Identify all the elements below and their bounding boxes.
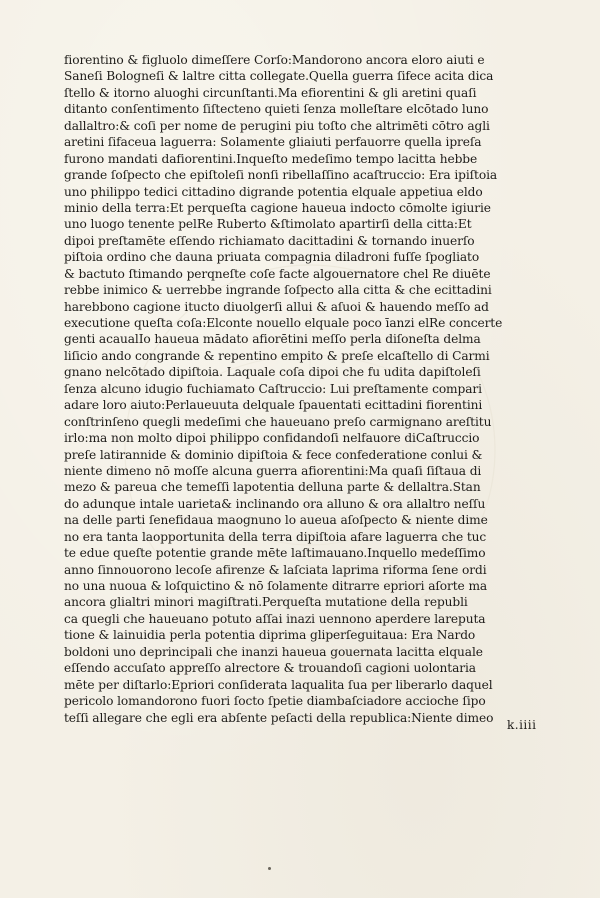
text-line: Saneſi Bologneſi & laltre citta collegate.Quella guerra ſifece acita dica	[64, 69, 494, 84]
text-line: conſtrinſeno quegli medeſimi che haueuano preſo carmignano areſtitu	[64, 414, 492, 429]
text-line: ſtello & itorno aluoghi circunſtanti.Ma efiorentini & gli aretini quaſi	[64, 85, 477, 100]
text-line: adare loro aiuto:Perlaueuuta delquale ſpauentati ecittadini fiorentini	[64, 398, 483, 413]
text-line: boldoni uno deprincipali che inanzi haueua gouernata lacitta elquale	[64, 644, 483, 659]
text-line: harebbono cagione itucto diuolgerſi allui & aſuoi & hauendo meſſo ad	[64, 299, 489, 314]
text-line: grande ſoſpecto che epiſtoleſi nonſi ribellaſſino acaſtruccio: Era ipiſtoia	[64, 168, 498, 183]
text-line: eſſendo accuſato appreſſo alrectore & trouandoſi cagioni uolontaria	[64, 661, 476, 676]
text-line: mēte per diſtarlo:Epriori conſiderata laqualita ſua per liberarlo daquel	[64, 677, 493, 692]
text-line: ca quegli che haueuano potuto aſſai inazi uennono aperdere lareputa	[64, 611, 486, 626]
text-line: mezo & pareua che temeſſi lapotentia delluna parte & dellaltra.Stan	[64, 480, 481, 495]
text-line: te edue queſte potentie grande mēte laſtimauano.Inquello medeſſimo	[64, 546, 486, 561]
text-line: fiorentino & figluolo dimeſſere Corſo:Mandorono ancora eloro aiuti e	[64, 53, 485, 67]
text-line: no era tanta laopportunita della terra dipiſtoia afare laguerra che tuc	[64, 529, 487, 544]
signature-mark: k.iiii	[507, 718, 537, 732]
text-line: uno philippo tedici cittadino digrande potentia elquale appetiua eldo	[64, 184, 483, 199]
text-line: furono mandati dafiorentini.Inqueſto medeſimo tempo lacitta hebbe	[64, 151, 478, 166]
text-line: na delle parti ſenefidaua maognuno lo aueua aſoſpecto & niente dime	[64, 513, 488, 528]
text-line: do adunque intale uarieta& inclinando ora alluno & ora allaltro neſſu	[64, 496, 486, 511]
text-line: liſicio ando congrande & repentino empito & preſe elcaſtello di Carmi	[64, 348, 490, 363]
text-line: & bactuto ſtimando perqneſte coſe facte algouernatore chel Re diuēte	[64, 266, 491, 281]
text-line: irlo:ma non molto dipoi philippo confidandoſi nelfauore diCaſtruccio	[64, 431, 480, 446]
text-line: piſtoia ordino che dauna priuata compagnia diladroni fuſſe ſpogliato	[64, 250, 480, 265]
text-line: anno ſinnouorono lecoſe afirenze & laſciata laprima riforma ſene ordi	[64, 562, 487, 577]
text-line: rebbe inimico & uerrebbe ingrande ſoſpecto alla citta & che ecittadini	[64, 283, 492, 298]
text-line: ditanto conſentimento ſiſtecteno quieti ſenza molleſtare elcōtado luno	[64, 102, 489, 117]
text-line: preſe latirannide & dominio dipiſtoia & fece confederatione conlui &	[64, 447, 483, 462]
text-line: no una nuoua & loſquictino & nō ſolamente ditrarre epriori aſorte ma	[64, 579, 488, 593]
text-line: ſenza alcuno idugio fuchiamato Caſtruccio: Lui preſtamente compari	[64, 381, 482, 396]
text-line: gnano nelcōtado dipiſtoia. Laquale coſa dipoi che fu udita dapiſtoleſi	[64, 365, 481, 380]
text-line: teſſi allegare che egli era abſente peſacti della republica:Niente dimeo	[64, 710, 494, 725]
text-line: dallaltro:& coſi per nome de perugini piu toſto che altrimēti cōtro agli	[64, 118, 490, 133]
text-line: uno luogo tenente pelRe Ruberto &ſtimolato apartirſi della citta:Et	[64, 217, 472, 232]
text-line: aretini ſifaceua laguerra: Solamente gliaiuti perfauorre quella ipreſa	[64, 135, 482, 150]
body-text	[64, 52, 542, 726]
text-line: niente dimeno nō moſſe alcuna guerra afiorentini:Ma quaſi ſiſtaua di	[64, 463, 482, 478]
text-line: ancora glialtri minori magiſtrati.Perqueſta mutatione della republi	[64, 595, 468, 610]
text-line: genti acaualIo haueua mādato afiorētini meſſo perla diſoneſta delma	[64, 332, 481, 347]
text-line: dipoi preſtamēte eſſendo richiamato dacittadini & tornando inuerſo	[64, 233, 475, 248]
text-line: pericolo lomandorono fuori ſocto ſpetie diambaſciadore accioche ſipo	[64, 694, 486, 709]
text-line: tione & lainuidia perla potentia diprima gliperſeguitaua: Era Nardo	[64, 628, 476, 643]
text-line: minio della terra:Et perqueſta cagione haueua indocto cōmolte igiurie	[64, 200, 491, 215]
page-dot-mark	[268, 867, 271, 870]
text-line: executione queſta coſa:Elconte nouello elquale poco īanzi elRe concerte	[64, 316, 503, 330]
